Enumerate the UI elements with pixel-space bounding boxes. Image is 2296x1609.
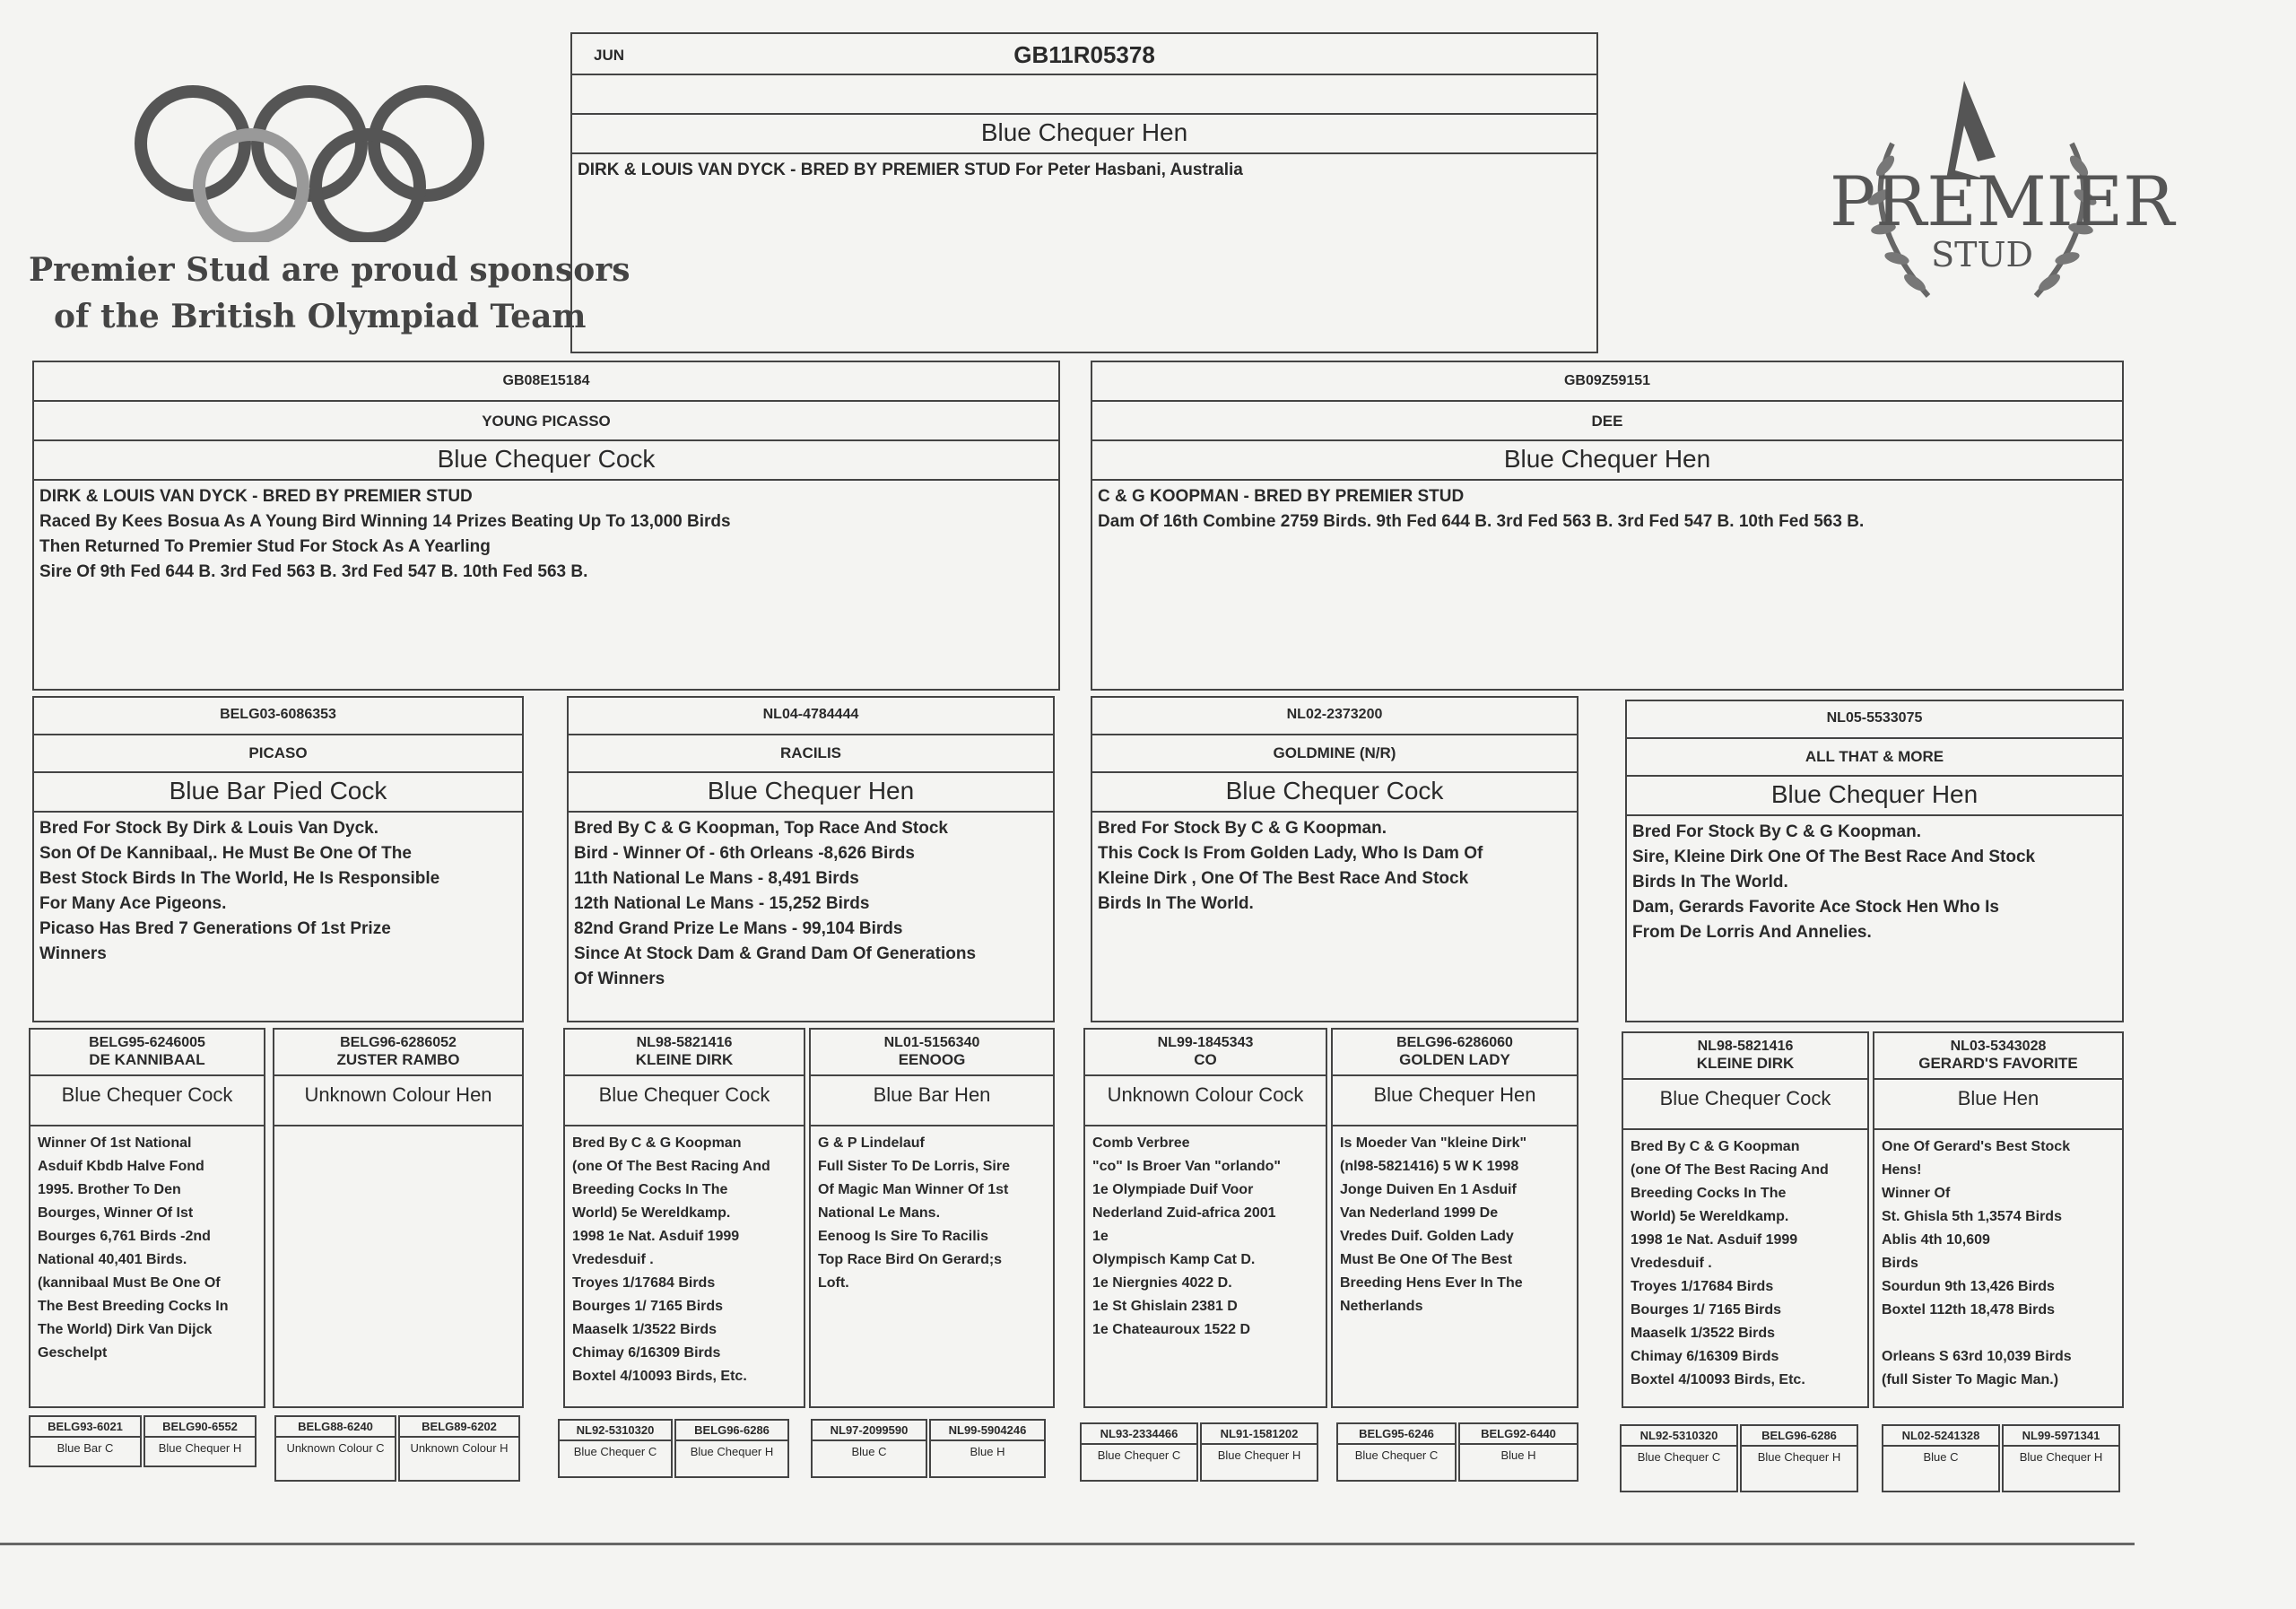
gggp-color: Blue C bbox=[1923, 1450, 1959, 1464]
main-ring-row bbox=[572, 34, 1596, 75]
ggp-ring: BELG95-6246005 bbox=[89, 1035, 205, 1050]
main-desc: DIRK & LOUIS VAN DYCK - BRED BY PREMIER STUD For Peter Hasbani, Australia bbox=[578, 161, 1243, 179]
ggp-name: GERARD'S FAVORITE bbox=[1874, 1055, 2122, 1080]
gggp-color: Unknown Colour H bbox=[410, 1441, 509, 1455]
main-color: Blue Chequer Hen bbox=[572, 115, 1596, 154]
gp-desc: Bred For Stock By C & G Koopman. Sire, Kleine Dirk One Of The Best Race And Stock Birds In The World. Dam, Gerards Favorite Ace Stock Hen Who Is From De Lorris And Annelies. bbox=[1632, 822, 2036, 942]
ggp-ring: NL03-5343028 bbox=[1950, 1039, 2047, 1054]
ggp-ring: BELG96-6286060 bbox=[1396, 1035, 1513, 1050]
main-bird-card bbox=[570, 32, 1598, 353]
dam-card bbox=[1091, 361, 2124, 691]
sire-card bbox=[32, 361, 1060, 691]
gggp-ring: BELG93-6021 bbox=[30, 1417, 140, 1438]
ggp-ring: NL98-5821416 bbox=[1697, 1039, 1794, 1054]
gggp-ring: NL97-2099590 bbox=[813, 1421, 926, 1441]
gp-name: ALL THAT & MORE bbox=[1627, 739, 2122, 777]
main-month: JUN bbox=[594, 47, 625, 64]
ggp-card-5 bbox=[1083, 1028, 1327, 1408]
gp-ring: NL04-4784444 bbox=[569, 698, 1053, 735]
ggp-card-8 bbox=[1873, 1031, 2124, 1408]
dam-desc: C & G KOOPMAN - BRED BY PREMIER STUD Dam Of 16th Combine 2759 Birds. 9th Fed 644 B. 3rd Fed 563 B. 3rd Fed 547 B. 10th Fed 563 B. bbox=[1098, 487, 1865, 531]
gggp-card bbox=[811, 1419, 927, 1478]
gp-name: GOLDMINE (N/R) bbox=[1092, 735, 1577, 773]
gggp-ring: NL91-1581202 bbox=[1202, 1424, 1317, 1445]
gggp-card bbox=[1458, 1422, 1578, 1482]
ggp-color: Blue Chequer Cock bbox=[30, 1076, 264, 1126]
gggp-card bbox=[144, 1415, 257, 1467]
gp-card-2 bbox=[567, 696, 1055, 1022]
gp-card-1 bbox=[32, 696, 524, 1022]
main-ring: GB11R05378 bbox=[1013, 41, 1155, 68]
gggp-card bbox=[274, 1415, 396, 1482]
gp-ring: NL05-5533075 bbox=[1627, 701, 2122, 739]
ggp-desc: Bred By C & G Koopman (one Of The Best Racing And Breeding Cocks In The World) 5e Wereldkamp. 1998 1e Nat. Asduif 1999 Vredesduif . Troyes 1/17684 Birds Bourges 1/ 7165 Birds Maaselk 1/3522 Birds Chimay 6/16309 Birds Boxtel 4/10093 Birds, Etc. bbox=[1631, 1139, 1829, 1387]
dam-color: Blue Chequer Hen bbox=[1092, 441, 2122, 481]
logo-word: PREMIER bbox=[1830, 161, 2175, 241]
ggp-color: Blue Bar Hen bbox=[811, 1076, 1053, 1126]
ggp-name: KLEINE DIRK bbox=[1623, 1055, 1867, 1080]
gp-ring: BELG03-6086353 bbox=[34, 698, 522, 735]
gggp-ring: NL92-5310320 bbox=[560, 1421, 671, 1441]
ggp-card-1 bbox=[29, 1028, 265, 1408]
sire-desc: DIRK & LOUIS VAN DYCK - BRED BY PREMIER STUD Raced By Kees Bosua As A Young Bird Winning 14 Prizes Beating Up To 13,000 Birds Then Returned To Premier Stud For Stock As A Yearling Sire Of 9th Fed 644 B. 3rd Fed 563 B. 3rd Fed 547 B. 10th Fed 563 B. bbox=[39, 487, 731, 581]
gp-color: Blue Chequer Cock bbox=[1092, 773, 1577, 813]
gggp-color: Blue H bbox=[1500, 1448, 1536, 1462]
gggp-card bbox=[1080, 1422, 1198, 1482]
gggp-card bbox=[1336, 1422, 1457, 1482]
gp-desc: Bred By C & G Koopman, Top Race And Stock Bird - Winner Of - 6th Orleans -8,626 Birds 11th National Le Mans - 8,491 Birds 12th National Le Mans - 15,252 Birds 82nd Grand Prize Le Mans - 99,104 Birds Since At Stock Dam & Grand Dam Of Generations Of Winners bbox=[574, 819, 977, 988]
ggp-name: ZUSTER RAMBO bbox=[274, 1051, 522, 1076]
ggp-name: CO bbox=[1085, 1051, 1326, 1076]
ggp-card-7 bbox=[1622, 1031, 1869, 1408]
ggp-ring: NL99-1845343 bbox=[1157, 1035, 1254, 1050]
ggp-desc: Bred By C & G Koopman (one Of The Best Racing And Breeding Cocks In The World) 5e Wereldkamp. 1998 1e Nat. Asduif 1999 Vredesduif . Troyes 1/17684 Birds Bourges 1/ 7165 Birds Maaselk 1/3522 Birds Chimay 6/16309 Birds Boxtel 4/10093 Birds, Etc. bbox=[572, 1135, 770, 1384]
ggp-color: Blue Chequer Hen bbox=[1333, 1076, 1577, 1126]
gggp-ring: BELG90-6552 bbox=[145, 1417, 255, 1438]
ggp-name: KLEINE DIRK bbox=[565, 1051, 804, 1076]
gggp-card bbox=[674, 1419, 789, 1478]
ggp-desc: G & P Lindelauf Full Sister To De Lorris, Sire Of Magic Man Winner Of 1st National Le Mans. Eenoog Is Sire To Racilis Top Race Bird On Gerard;s Loft. bbox=[818, 1135, 1010, 1291]
ggp-card-4 bbox=[809, 1028, 1055, 1408]
gp-color: Blue Chequer Hen bbox=[1627, 777, 2122, 816]
gp-card-4 bbox=[1625, 700, 2124, 1022]
gggp-color: Blue Chequer C bbox=[1354, 1448, 1439, 1462]
gggp-color: Blue Chequer H bbox=[690, 1445, 774, 1458]
gggp-card bbox=[2002, 1424, 2120, 1492]
dam-ring: GB09Z59151 bbox=[1092, 362, 2122, 402]
gggp-ring: NL92-5310320 bbox=[1622, 1426, 1736, 1447]
gp-ring: NL02-2373200 bbox=[1092, 698, 1577, 735]
gggp-card bbox=[398, 1415, 520, 1482]
ggp-color: Unknown Colour Cock bbox=[1085, 1076, 1326, 1126]
ggp-desc bbox=[274, 1126, 522, 1137]
ggp-name: DE KANNIBAAL bbox=[30, 1051, 264, 1076]
gggp-color: Blue Chequer H bbox=[158, 1441, 242, 1455]
sire-ring: GB08E15184 bbox=[34, 362, 1058, 402]
ggp-desc: Comb Verbree "co" Is Broer Van "orlando" 1e Olympiade Duif Voor Nederland Zuid-africa 2001 1e Olympisch Kamp Cat D. 1e Niergnies 4022 D. 1e St Ghislain 2381 D 1e Chateauroux 1522 D bbox=[1092, 1135, 1281, 1337]
ggp-ring: NL98-5821416 bbox=[636, 1035, 733, 1050]
dam-name: DEE bbox=[1092, 402, 2122, 441]
gp-name: PICASO bbox=[34, 735, 522, 773]
gggp-color: Unknown Colour C bbox=[286, 1441, 385, 1455]
gp-name: RACILIS bbox=[569, 735, 1053, 773]
ggp-name: EENOOG bbox=[811, 1051, 1053, 1076]
ggp-color: Blue Chequer Cock bbox=[565, 1076, 804, 1126]
gggp-card bbox=[929, 1419, 1046, 1478]
gggp-ring: NL99-5971341 bbox=[2004, 1426, 2118, 1447]
gggp-card bbox=[1740, 1424, 1858, 1492]
gggp-card bbox=[1620, 1424, 1738, 1492]
ggp-desc: One Of Gerard's Best Stock Hens! Winner Of St. Ghisla 5th 1,3574 Birds Ablis 4th 10,609 Birds Sourdun 9th 13,426 Birds Boxtel 112th 18,478 Birds Orleans S 63rd 10,039 Birds (full Sister To Magic Man.) bbox=[1882, 1139, 2072, 1387]
premier-stud-logo bbox=[1830, 72, 2175, 323]
gggp-card bbox=[29, 1415, 142, 1467]
ggp-ring: NL01-5156340 bbox=[883, 1035, 980, 1050]
gggp-color: Blue Chequer C bbox=[1637, 1450, 1721, 1464]
gggp-ring: BELG96-6286 bbox=[676, 1421, 787, 1441]
gggp-color: Blue C bbox=[851, 1445, 887, 1458]
sire-color: Blue Chequer Cock bbox=[34, 441, 1058, 481]
gp-desc: Bred For Stock By C & G Koopman. This Cock Is From Golden Lady, Who Is Dam Of Kleine Dirk , One Of The Best Race And Stock Birds In The World. bbox=[1098, 819, 1483, 913]
gggp-ring: BELG96-6286 bbox=[1742, 1426, 1857, 1447]
ggp-card-3 bbox=[563, 1028, 805, 1408]
gggp-ring: NL93-2334466 bbox=[1082, 1424, 1196, 1445]
gggp-ring: NL02-5241328 bbox=[1883, 1426, 1998, 1447]
gggp-card bbox=[1882, 1424, 2000, 1492]
gggp-ring: BELG95-6246 bbox=[1338, 1424, 1455, 1445]
gggp-ring: BELG92-6440 bbox=[1460, 1424, 1577, 1445]
gggp-color: Blue Chequer H bbox=[1217, 1448, 1301, 1462]
ggp-card-2 bbox=[273, 1028, 524, 1408]
gggp-card bbox=[558, 1419, 673, 1478]
ggp-desc: Winner Of 1st National Asduif Kbdb Halve Fond 1995. Brother To Den Bourges, Winner Of Ist Bourges 6,761 Birds -2nd National 40,401 Birds. (kannibaal Must Be One Of The Best Breeding Cocks In The World) Dirk Van Dijck Geschelpt bbox=[38, 1135, 229, 1361]
ggp-card-6 bbox=[1331, 1028, 1578, 1408]
gp-color: Blue Bar Pied Cock bbox=[34, 773, 522, 813]
ggp-color: Blue Hen bbox=[1874, 1080, 2122, 1130]
ggp-ring: BELG96-6286052 bbox=[340, 1035, 457, 1050]
ggp-color: Blue Chequer Cock bbox=[1623, 1080, 1867, 1130]
gggp-card bbox=[1200, 1422, 1318, 1482]
ggp-name: GOLDEN LADY bbox=[1333, 1051, 1577, 1076]
sponsor-line-2: of the British Olympiad Team bbox=[54, 298, 587, 335]
ggp-desc: Is Moeder Van "kleine Dirk" (nl98-5821416) 5 W K 1998 Jonge Duiven En 1 Asduif Van Nederland 1999 De Vredes Duif. Golden Lady Must Be One Of The Best Breeding Hens Ever In The Netherlands bbox=[1340, 1135, 1527, 1314]
olympic-rings-logo bbox=[126, 72, 502, 242]
gggp-ring: BELG89-6202 bbox=[400, 1417, 518, 1438]
main-name-row bbox=[572, 75, 1596, 115]
gp-color: Blue Chequer Hen bbox=[569, 773, 1053, 813]
gp-card-3 bbox=[1091, 696, 1578, 1022]
sponsor-line-1: Premier Stud are proud sponsors bbox=[29, 251, 631, 289]
gggp-ring: NL99-5904246 bbox=[931, 1421, 1044, 1441]
gggp-color: Blue Chequer H bbox=[2019, 1450, 2103, 1464]
gggp-color: Blue H bbox=[970, 1445, 1005, 1458]
sire-name: YOUNG PICASSO bbox=[34, 402, 1058, 441]
ggp-color: Unknown Colour Hen bbox=[274, 1076, 522, 1126]
logo-sub: STUD bbox=[1931, 235, 2033, 274]
gggp-color: Blue Bar C bbox=[57, 1441, 114, 1455]
bottom-divider bbox=[0, 1543, 2135, 1545]
gp-desc: Bred For Stock By Dirk & Louis Van Dyck. Son Of De Kannibaal,. He Must Be One Of The Best Stock Birds In The World, He Is Responsible For Many Ace Pigeons. Picaso Has Bred 7 Generations Of 1st Prize Winners bbox=[39, 819, 440, 963]
gggp-color: Blue Chequer C bbox=[1097, 1448, 1181, 1462]
gggp-color: Blue Chequer H bbox=[1757, 1450, 1841, 1464]
gggp-color: Blue Chequer C bbox=[573, 1445, 657, 1458]
gggp-ring: BELG88-6240 bbox=[276, 1417, 395, 1438]
